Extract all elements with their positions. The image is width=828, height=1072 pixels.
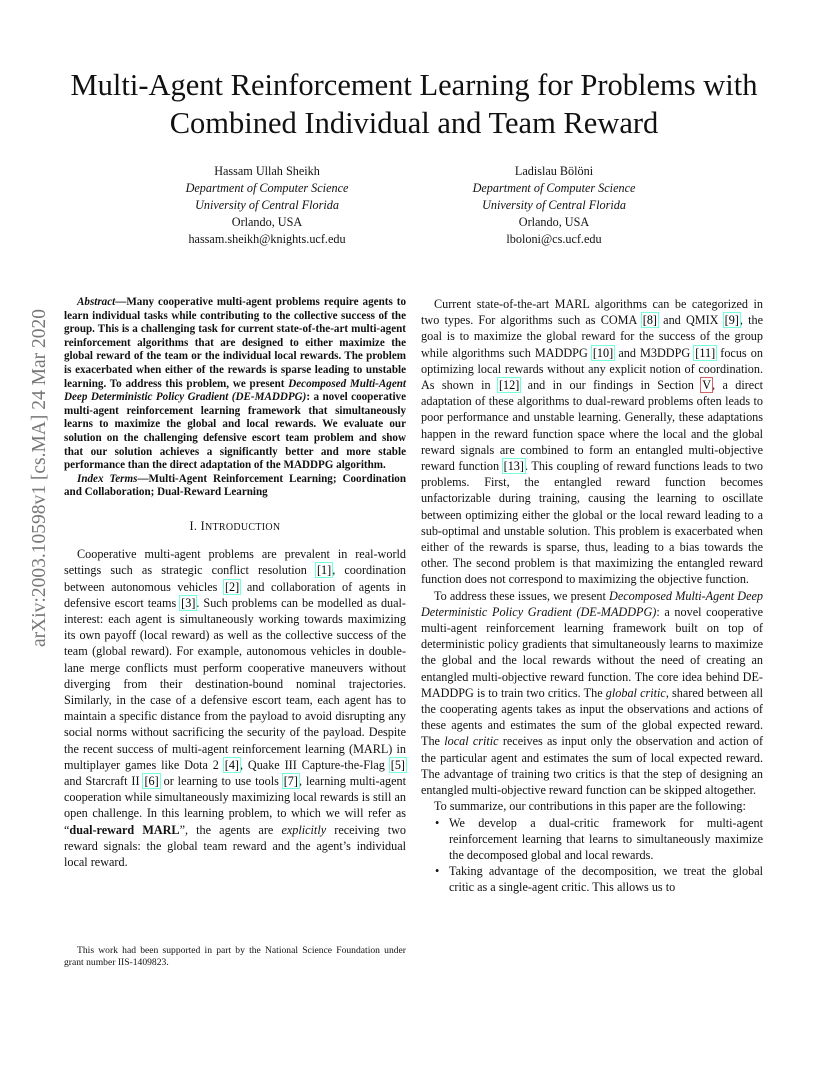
text: and Starcraft II (64, 773, 144, 788)
text: focus on optimizing local rewards without any explicit notion of coordination. As shown in (421, 345, 763, 393)
list-item: • Taking advantage of the decomposition, we treat the global critic as a single-agent critic. This allows us to (435, 863, 763, 895)
author-email: lboloni@cs.ucf.edu (506, 232, 602, 246)
section-reference-link[interactable]: V (702, 378, 712, 393)
term-global-critic: global critic (605, 685, 666, 700)
author-university: University of Central Florida (195, 198, 339, 212)
term-local-critic: local critic (444, 734, 499, 749)
abstract-method-name: Decomposed Multi-Agent Deep Deterministic Policy Gradient (DE-MADDPG) (64, 377, 406, 404)
citation-link[interactable]: [4] (224, 757, 239, 772)
author-department: Department of Computer Science (185, 181, 349, 195)
author-block-2 (404, 163, 704, 248)
index-terms-text: —Multi-Agent Reinforcement Learning; Coordination and Collaboration; Dual-Reward Learning (64, 472, 406, 499)
citation-link[interactable]: [2] (224, 579, 240, 594)
author-name: Hassam Ullah Sheikh (214, 164, 320, 178)
text: To address these issues, we present (434, 588, 610, 603)
index-terms-lead: Index Terms (77, 472, 138, 485)
citation-link[interactable]: [7] (283, 773, 298, 788)
method-name: Decomposed Multi-Agent Deep Deterministic Policy Gradient (DE-MADDPG) (421, 588, 763, 619)
section-number: I. (189, 518, 201, 533)
text: and QMIX (658, 313, 724, 328)
left-column (64, 296, 406, 870)
paragraph: To summarize, our contributions in this paper are the following: (434, 799, 746, 814)
abstract-lead: Abstract (77, 296, 116, 308)
section-heading-introduction (64, 518, 406, 536)
text: , the goal is to maximize the global reward for the success of the group while algorithms such MADDPG (421, 313, 763, 360)
author-location: Orlando, USA (518, 215, 590, 229)
text: : a novel cooperative multi-agent reinforcement learning framework built on top of deterministic policy gradients that simultaneously learns to maximize the global and the local rewards without the need of creating an entangled multi-objective reward function. The core idea behind DE-MADDPG is to train two critics. The (421, 604, 763, 700)
author-block-1 (117, 163, 417, 248)
text: ”, the agents are (179, 822, 282, 837)
paper-title: Multi-Agent Reinforcement Learning for Problems with Combined Individual and Team Reward (70, 68, 758, 140)
author-name: Ladislau Bölöni (514, 164, 594, 178)
contributions-list (421, 815, 763, 896)
citation-link[interactable]: [6] (144, 773, 159, 788)
text: , shared between all the cooperating agents takes as input the observations and actions of these agents and estimates the sum of the global expected reward. The (421, 685, 763, 749)
citation-link[interactable]: [10] (592, 345, 614, 360)
text: . This coupling of reward functions leads to two problems. First, the entangled reward function becomes unfactorizable during training, causing the learning to oscillate between optimizing either the global or the local reward leading to a sub-optimal and unstable solution. This problem is exacerbated when either of the rewards is sparse, thus, leading to a bias towards the other. The second problem is that maximizing the entangled reward function does not correspond to maximizing the objective function. (421, 459, 763, 587)
citation-link[interactable]: [8] (642, 313, 657, 328)
text: , coordination between autonomous vehicles (64, 563, 406, 594)
footnote-text: This work had been supported in part by the National Science Foundation under grant number IIS-1409823. (64, 945, 406, 968)
citation-link[interactable]: [3] (181, 595, 196, 610)
text: Cooperative multi-agent problems are prevalent in real-world settings such as strategic conflict resolution (64, 547, 406, 578)
abstract-sep: — (115, 296, 127, 308)
text: and in our findings in Section (520, 378, 702, 393)
author-location: Orlando, USA (231, 215, 303, 229)
citation-link[interactable]: [5] (390, 757, 405, 772)
index-terms (64, 473, 406, 500)
abstract (64, 296, 406, 473)
arxiv-identifier: arXiv:2003.10598v1 [cs.MA] 24 Mar 2020 (29, 309, 50, 647)
emphasis: explicitly (281, 822, 327, 837)
text: , learning multi-agent cooperation while simultaneously maximizing local rewards is still an open challenge. In this learning problem, to which we will refer as “ (64, 773, 406, 837)
right-column (421, 296, 763, 896)
section-initial: I (200, 518, 205, 533)
abstract-text: : a novel cooperative multi-agent reinforcement learning framework that simultaneously learns to maximize the global and local rewards. We evaluate our solution on the challenging defensive escort team problem and show that our solution achieves a significantly better and more stable performance than the direct adaptation of the MADDPG algorithm. (64, 391, 406, 472)
paragraph (421, 588, 763, 799)
abstract-text: Many cooperative multi-agent problems require agents to learn individual tasks while contributing to the collective success of the group. This is a challenging task for current state-of-the-art multi-agent reinforcement algorithms that are designed to either maximize the global reward of the team or the individual local rewards. The problem is exacerbated when either of the rewards is sparse leading to unstable learning. To address this problem, we present (64, 296, 406, 390)
author-email: hassam.sheikh@knights.ucf.edu (188, 232, 346, 246)
text: receiving two reward signals: the global team reward and the agent’s individual local reward. (64, 822, 407, 869)
text: , Quake III Capture-the-Flag (239, 757, 390, 772)
footnote (64, 945, 406, 969)
section-title-rest: NTRODUCTION (204, 521, 281, 533)
text: receives as input only the observation and action of the particular agent and estimates the sum of local expected reward. The advantage of training two critics is that the step of designing an entangled multi-objective reward function can be skipped altogether. (421, 734, 764, 798)
text: Current state-of-the-art MARL algorithms can be categorized in two types. For algorithms such as COMA (421, 297, 763, 328)
intro-paragraph (64, 546, 406, 870)
list-item: • We develop a dual-critic framework for multi-agent reinforcement learning that learns to simultaneously maximize the decomposed global and local rewards. (435, 815, 763, 864)
text: . Such problems can be modelled as dual-interest: each agent is simultaneously working towards maximizing its own payoff (local reward) as well as the collective success of the team (global reward). For example, autonomous vehicles in double-lane merge conflicts must perform cooperative maneuvers without diverging from their destination-bound nominal trajectories. Similarly, in the case of a defensive escort team, each agent has to maintain a specific distance from the payload to avoid disrupting any social norms without sacrificing the security of the payload. Despite the recent success of multi-agent reinforcement learning (MARL) in multiplayer games like Dota 2 (64, 595, 406, 772)
citation-link[interactable]: [13] (503, 459, 524, 474)
paragraph (421, 296, 763, 588)
author-university: University of Central Florida (482, 198, 626, 212)
citation-link[interactable]: [11] (695, 345, 716, 360)
citation-link[interactable]: [9] (724, 313, 739, 328)
term-dual-reward-marl: dual-reward MARL (69, 822, 180, 837)
text: and M3DDPG (614, 345, 695, 360)
text: or learning to use tools (159, 773, 283, 788)
author-department: Department of Computer Science (472, 181, 636, 195)
citation-link[interactable]: [12] (498, 378, 520, 393)
text: , a direct adaptation of these algorithms to dual-reward problems often leads to poor performance and unstable learning. Generally, these adaptations happen in the reward function space where the local and the global reward signals are combined to form an entangled multi-objective reward function (421, 378, 763, 474)
text: and collaboration of agents in defensive escort teams (64, 579, 406, 610)
citation-link[interactable]: [1] (316, 563, 332, 578)
